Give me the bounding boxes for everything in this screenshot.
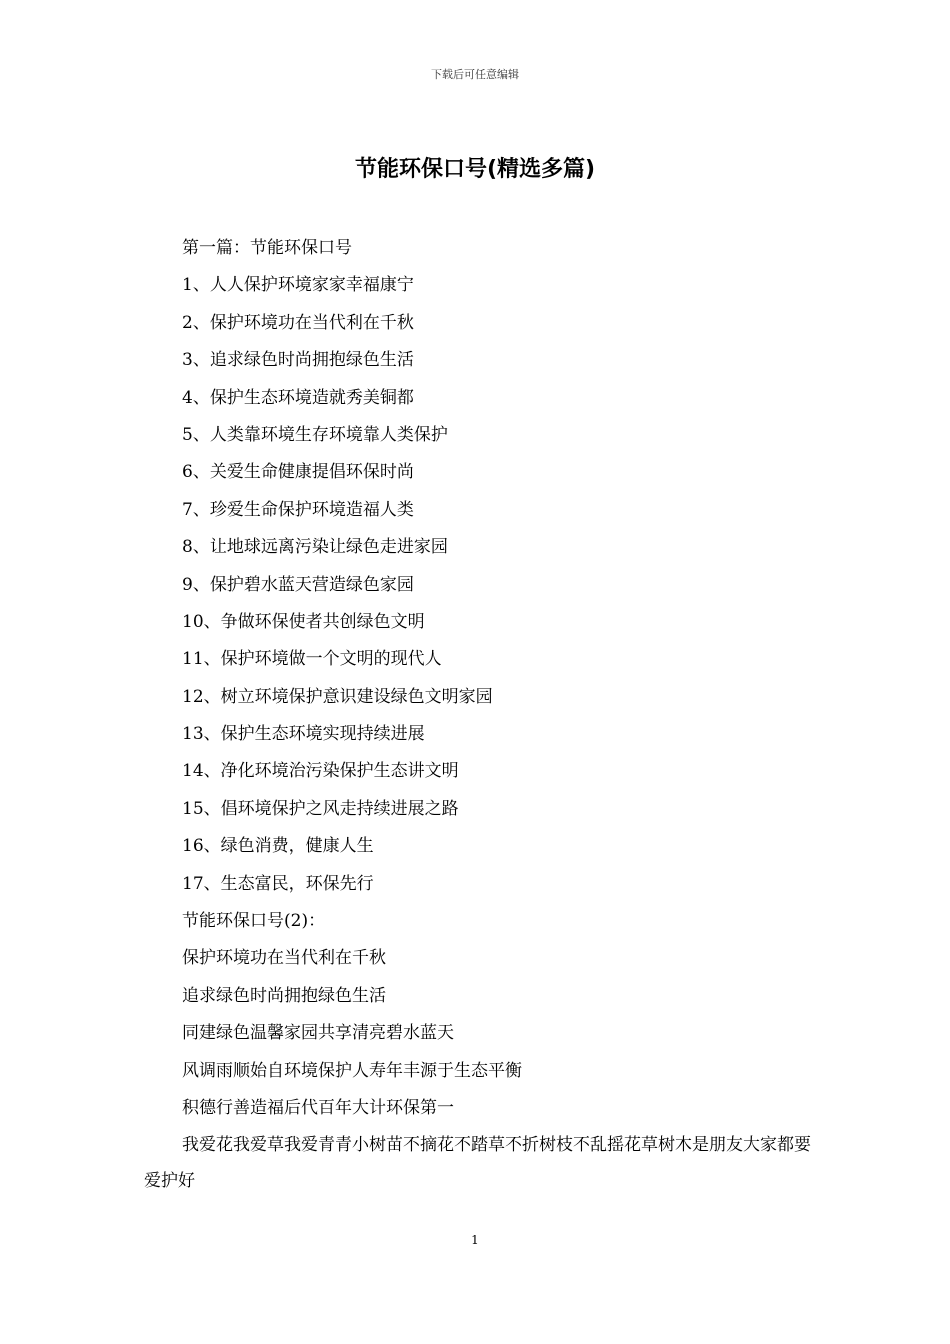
slogan-line: 3、追求绿色时尚拥抱绿色生活: [182, 350, 414, 371]
page-title: 节能环保口号(精选多篇): [354, 157, 596, 182]
slogan-line: 追求绿色时尚拥抱绿色生活: [182, 985, 386, 1006]
final-paragraph: 我爱花我爱草我爱青青小树苗不摘花不踏草不折树枝不乱摇花草树木是朋友大家都要爱护好: [144, 1135, 811, 1192]
slogan-line: 1、人人保护环境家家幸福康宁: [182, 275, 414, 296]
header-note: 下载后可任意编辑: [431, 68, 519, 81]
slogan-line: 风调雨顺始自环境保护人寿年丰源于生态平衡: [182, 1060, 522, 1081]
slogan-line: 6、关爱生命健康提倡环保时尚: [182, 462, 414, 483]
slogan-line: 13、保护生态环境实现持续进展: [182, 724, 425, 745]
slogan-line: 同建绿色温馨家园共享清亮碧水蓝天: [182, 1023, 454, 1044]
slogan-line: 10、争做环保使者共创绿色文明: [182, 611, 425, 632]
document-body: [144, 230, 814, 1199]
page-number: 1: [471, 1233, 479, 1247]
slogan-line: 4、保护生态环境造就秀美铜都: [182, 387, 414, 408]
slogan-line: 15、倡环境保护之风走持续进展之路: [182, 798, 459, 819]
slogan-line: 7、珍爱生命保护环境造福人类: [182, 499, 414, 520]
slogan-line: 11、保护环境做一个文明的现代人: [182, 649, 442, 670]
slogan-line: 2、保护环境功在当代利在千秋: [182, 312, 414, 333]
slogan-line: 14、净化环境治污染保护生态讲文明: [182, 761, 459, 782]
slogan-line: 17、生态富民，环保先行: [182, 873, 374, 894]
slogan-line: 12、树立环境保护意识建设绿色文明家园: [182, 686, 493, 707]
slogan-line: 保护环境功在当代利在千秋: [182, 948, 386, 969]
slogan-line: 8、让地球远离污染让绿色走进家园: [182, 537, 448, 558]
slogan-line: 5、人类靠环境生存环境靠人类保护: [182, 424, 448, 445]
section-heading: 节能环保口号(2)：: [182, 911, 326, 932]
slogan-line: 16、绿色消费，健康人生: [182, 836, 374, 857]
section-heading: 第一篇：节能环保口号: [182, 238, 352, 258]
slogan-line: 9、保护碧水蓝天营造绿色家园: [182, 574, 414, 595]
slogan-line: 积德行善造福后代百年大计环保第一: [182, 1097, 454, 1118]
